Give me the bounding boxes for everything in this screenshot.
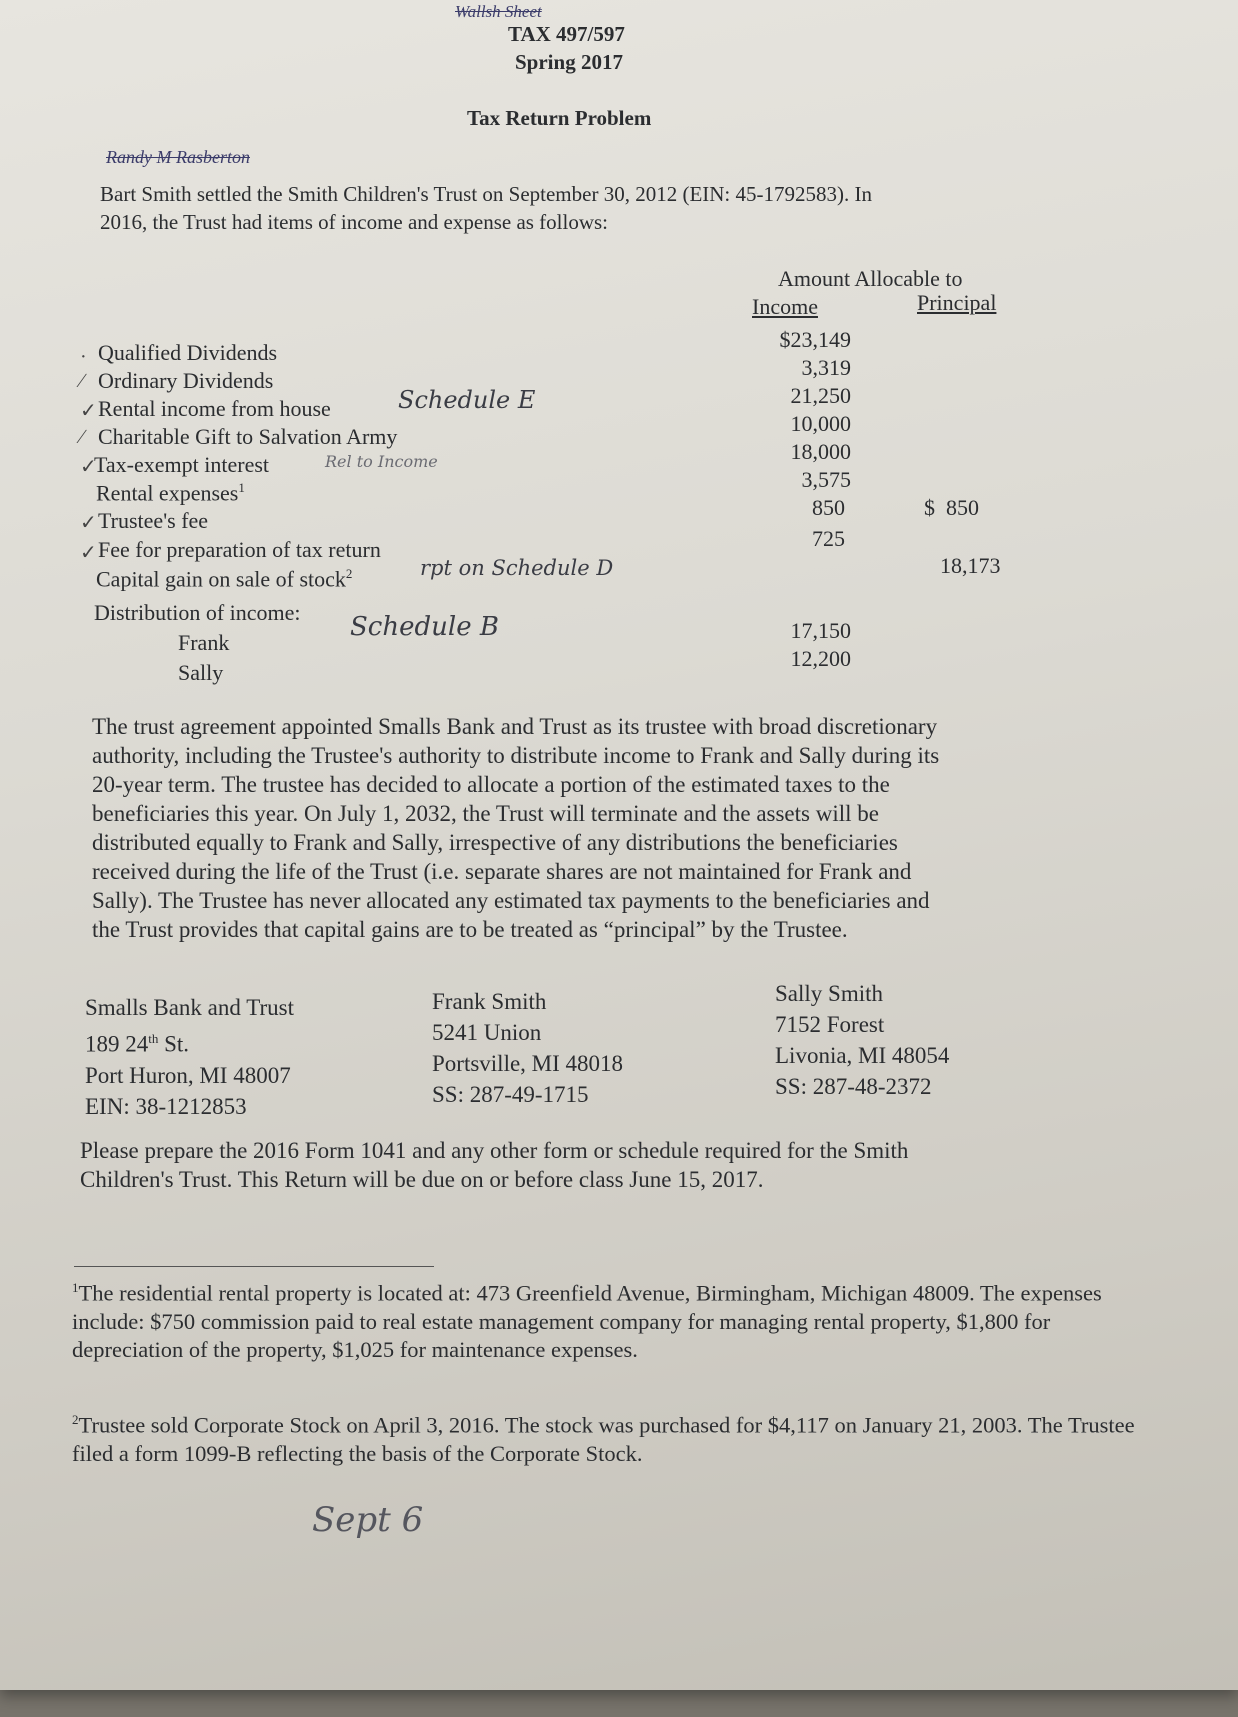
intro-line-2: 2016, the Trust had items of income and expense as follows: — [100, 210, 609, 234]
row-income: 17,150 — [790, 618, 851, 643]
row-income: 725 — [812, 526, 845, 551]
footnote-2: $^2$Trustee sold Corporate Stock on April 3, 2016. The stock was purchased for $4,117 on January 21, 2003. The Trustee filed a form 1099-B reflecting the basis of the Corporate Stock. — [72, 1412, 1135, 1466]
handwritten-note-bottom: Sept 6 — [312, 1500, 424, 1540]
row-label: Distribution of income: — [94, 600, 301, 625]
handwritten-note-schedule-e: Schedule E — [398, 386, 536, 414]
row-income: 10,000 — [790, 411, 851, 436]
row-income: 3,575 — [801, 467, 851, 492]
footnote-divider — [74, 1266, 434, 1267]
intro-line-1: Bart Smith settled the Smith Children's Trust on September 30, 2012 (EIN: 45-1792583). In — [100, 182, 872, 206]
check-mark-icon: ∕ — [80, 370, 84, 392]
check-mark-icon: ✓ — [80, 512, 97, 534]
row-principal: $ 850 — [924, 495, 979, 520]
row-label: Fee for preparation of tax return — [98, 537, 381, 562]
check-mark-icon: · — [80, 346, 87, 368]
row-label: Capital gain on sale of stock$^2$ — [96, 566, 353, 592]
scribbled-name: Randy M Rasberton — [106, 147, 250, 167]
row-label: Charitable Gift to Salvation Army — [98, 424, 398, 449]
row-label: Tax-exempt interest — [94, 452, 270, 477]
handwritten-note-schedule-b: Schedule B — [350, 612, 499, 642]
row-income: 21,250 — [790, 383, 851, 408]
table-group-header: Amount Allocable to — [778, 266, 963, 291]
trust-terms-paragraph: The trust agreement appointed Smalls Bank and Trust as its trustee with broad discretionary authority, including the Trustee's authority to distribute income to Frank and Sally during its 20-year term. The trustee has decided to allocate a portion of the estimated taxes to the beneficiaries this year. On July 1, 2032, the Trust will terminate and the assets will be distributed equally to Frank and Sally, irrespective of any distributions the beneficiaries received during the life of the Trust (i.e. separate shares are not maintained for Frank and Sally). The Trustee has never allocated any estimated tax payments to the beneficiaries and the Trust provides that capital gains are to be treated as “principal” by the Trustee. — [92, 714, 940, 942]
row-label: Rental expenses$^1$ — [96, 480, 245, 506]
course-code: TAX 497/597 — [508, 22, 625, 46]
row-income: 18,000 — [790, 439, 851, 464]
row-label: Qualified Dividends — [98, 340, 278, 365]
row-income: $23,149 — [779, 327, 851, 352]
address-sally: Sally Smith 7152 Forest Livonia, MI 48054 SS: 287-48-2372 — [775, 981, 950, 1099]
column-header-principal: Principal — [917, 290, 997, 315]
check-mark-icon: ✓ — [80, 542, 97, 564]
check-mark-icon: ✓ — [80, 456, 97, 478]
row-principal: 18,173 — [940, 553, 1001, 578]
footnote-1: $^1$The residential rental property is located at: 473 Greenfield Avenue, Birmingham, Michigan 48009. The expenses include: $750 commission paid to real estate management company for managing rental property, $1,800 for depreciation of the property, $1,025 for maintenance expenses. — [72, 1280, 1102, 1362]
address-frank: Frank Smith 5241 Union Portsville, MI 48018 SS: 287-49-1715 — [432, 989, 624, 1107]
row-label: Trustee's fee — [98, 508, 209, 533]
check-mark-icon: ∕ — [80, 426, 84, 448]
address-trustee: Smalls Bank and Trust 189 24th St. Port Huron, MI 48007 EIN: 38-1212853 — [85, 995, 294, 1119]
row-income: 850 — [812, 495, 845, 520]
document-title: Tax Return Problem — [467, 106, 652, 130]
row-income: 12,200 — [790, 646, 851, 671]
row-label: Rental income from house — [98, 396, 331, 421]
handwritten-note-tax-exempt: Rel to Income — [325, 452, 438, 471]
scribbled-header-note: Wallsh Sheet — [455, 2, 542, 21]
term: Spring 2017 — [515, 50, 623, 74]
column-header-income: Income — [752, 294, 818, 319]
row-income: 3,319 — [801, 355, 851, 380]
row-label: Sally — [178, 660, 224, 685]
row-label: Ordinary Dividends — [98, 368, 274, 393]
row-label: Frank — [178, 630, 230, 655]
handwritten-note-schedule-d: rpt on Schedule D — [420, 556, 614, 580]
instructions: Please prepare the 2016 Form 1041 and any other form or schedule required for the Smith Children's Trust. This Return will be due on or before class June 15, 2017. — [80, 1138, 909, 1192]
check-mark-icon: ✓ — [80, 400, 97, 422]
